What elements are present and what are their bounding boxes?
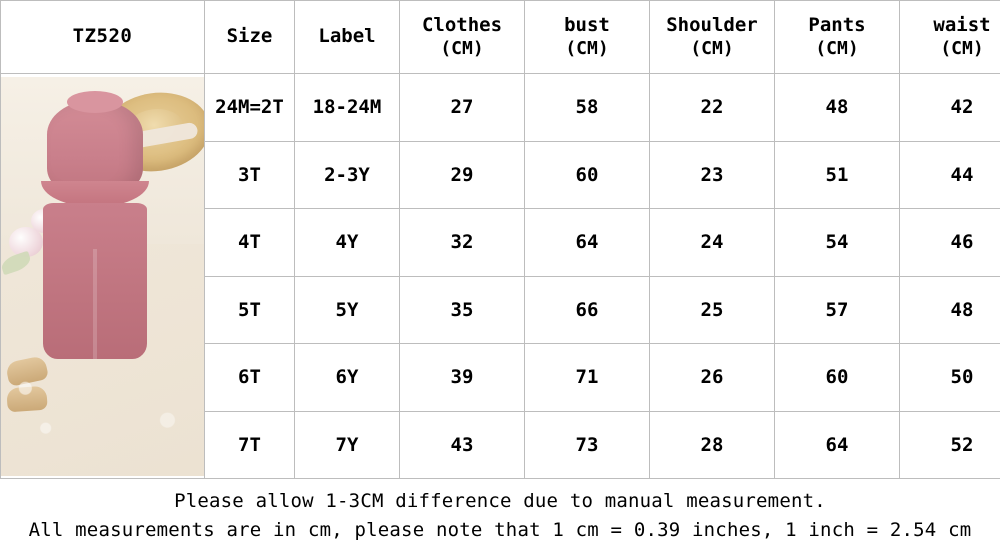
cell-label: 4Y	[295, 209, 400, 277]
column-header-bust	[525, 1, 650, 74]
cell-waist: 42	[900, 74, 1000, 142]
cell-label: 6Y	[295, 344, 400, 412]
cell-label: 18-24M	[295, 74, 400, 142]
cell-bust: 64	[525, 209, 650, 277]
table-header	[1, 1, 1000, 74]
column-header-clothes-unit: (CM)	[400, 38, 524, 61]
cell-clothes: 29	[400, 141, 525, 209]
cell-shoulder: 24	[650, 209, 775, 277]
column-header-label	[295, 1, 400, 74]
column-header-size-label: Size	[227, 25, 273, 47]
column-header-clothes	[400, 1, 525, 74]
photo-texture-overlay	[1, 77, 204, 476]
product-image-cell	[1, 74, 205, 479]
cell-pants: 48	[775, 74, 900, 142]
column-header-clothes-label: Clothes	[422, 14, 502, 36]
cell-size: 4T	[205, 209, 295, 277]
cell-size: 7T	[205, 411, 295, 479]
cell-waist: 50	[900, 344, 1000, 412]
column-header-waist-unit: (CM)	[900, 38, 1000, 61]
note-line-1: Please allow 1-3CM difference due to manual measurement.	[0, 487, 1000, 516]
cell-pants: 51	[775, 141, 900, 209]
cell-waist: 46	[900, 209, 1000, 277]
cell-shoulder: 28	[650, 411, 775, 479]
column-header-shoulder	[650, 1, 775, 74]
cell-label: 7Y	[295, 411, 400, 479]
cell-label: 2-3Y	[295, 141, 400, 209]
cell-bust: 58	[525, 74, 650, 142]
brand-code-cell: TZ520	[1, 1, 205, 74]
product-photo	[1, 77, 204, 476]
column-header-bust-label: bust	[564, 14, 610, 36]
cell-clothes: 32	[400, 209, 525, 277]
note-line-2: All measurements are in cm, please note that 1 cm = 0.39 inches, 1 inch = 2.54 cm	[0, 516, 1000, 545]
cell-size: 6T	[205, 344, 295, 412]
cell-shoulder: 23	[650, 141, 775, 209]
column-header-waist	[900, 1, 1000, 74]
cell-size: 3T	[205, 141, 295, 209]
column-header-size	[205, 1, 295, 74]
cell-bust: 71	[525, 344, 650, 412]
cell-bust: 73	[525, 411, 650, 479]
cell-waist: 48	[900, 276, 1000, 344]
cell-clothes: 27	[400, 74, 525, 142]
table-row	[1, 74, 1000, 142]
cell-pants: 60	[775, 344, 900, 412]
cell-clothes: 35	[400, 276, 525, 344]
cell-pants: 57	[775, 276, 900, 344]
column-header-bust-unit: (CM)	[525, 38, 649, 61]
cell-shoulder: 25	[650, 276, 775, 344]
cell-bust: 66	[525, 276, 650, 344]
cell-waist: 44	[900, 141, 1000, 209]
cell-shoulder: 22	[650, 74, 775, 142]
cell-pants: 54	[775, 209, 900, 277]
column-header-pants-label: Pants	[808, 14, 865, 36]
cell-bust: 60	[525, 141, 650, 209]
cell-clothes: 43	[400, 411, 525, 479]
cell-waist: 52	[900, 411, 1000, 479]
column-header-label-label: Label	[318, 25, 375, 47]
measurement-notes	[0, 479, 1000, 546]
column-header-waist-label: waist	[933, 14, 990, 36]
table-body	[1, 74, 1000, 479]
column-header-pants	[775, 1, 900, 74]
column-header-shoulder-label: Shoulder	[666, 14, 758, 36]
cell-size: 5T	[205, 276, 295, 344]
cell-label: 5Y	[295, 276, 400, 344]
cell-size: 24M=2T	[205, 74, 295, 142]
header-row	[1, 1, 1000, 74]
cell-shoulder: 26	[650, 344, 775, 412]
cell-pants: 64	[775, 411, 900, 479]
cell-clothes: 39	[400, 344, 525, 412]
column-header-pants-unit: (CM)	[775, 38, 899, 61]
column-header-shoulder-unit: (CM)	[650, 38, 774, 61]
